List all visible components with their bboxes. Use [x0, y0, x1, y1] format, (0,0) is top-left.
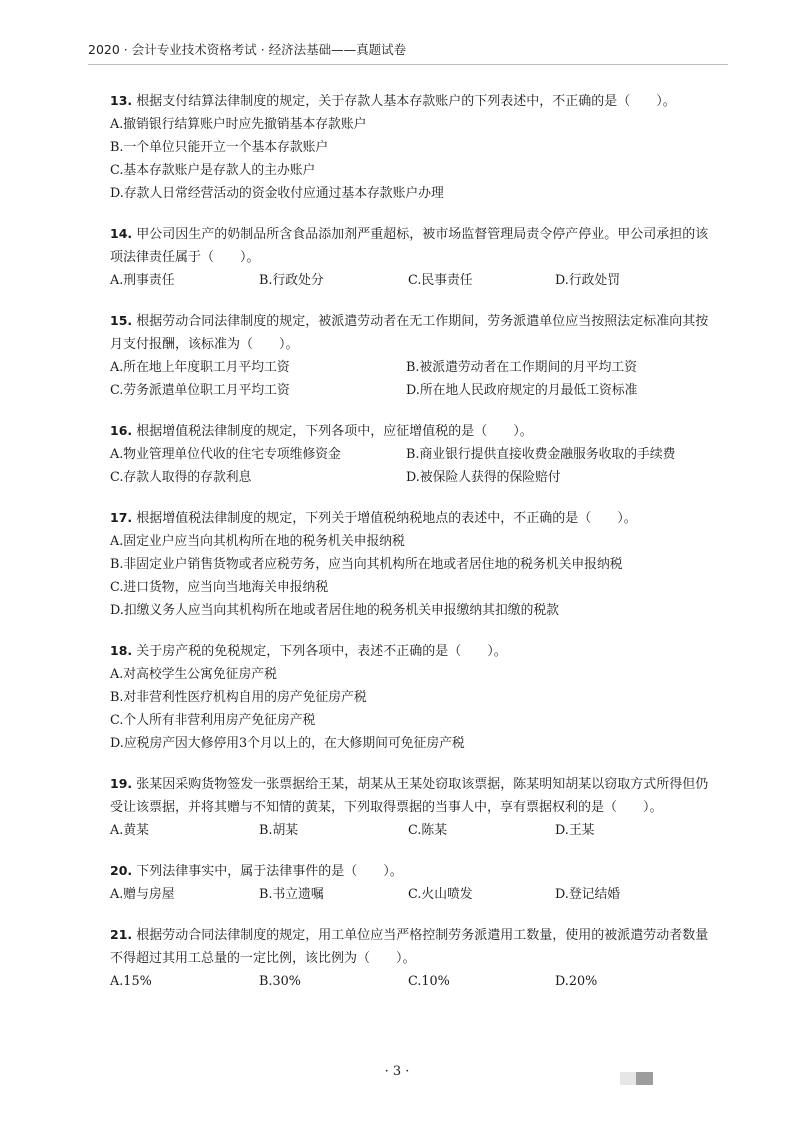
question-18: [110, 639, 718, 755]
option-d: D.行政处罚: [555, 273, 621, 288]
option-d: D.被保险人获得的保险赔付: [406, 470, 561, 485]
option-c: C.10%: [408, 974, 450, 989]
question-14: [110, 222, 718, 292]
option-c: C.基本存款账户是存款人的主办账户: [110, 163, 316, 178]
option-b: B.被派遣劳动者在工作期间的月平均工资: [406, 360, 638, 375]
option-a: A.固定业户应当向其机构所在地的税务机关申报纳税: [110, 534, 405, 549]
option-d: D.登记结婚: [555, 887, 621, 902]
option-d: D.20%: [555, 974, 598, 989]
question-number: 16.: [110, 423, 133, 438]
question-21: [110, 923, 718, 993]
option-c: C.民事责任: [408, 273, 473, 288]
option-d: D.扣缴义务人应当向其机构所在地或者居住地的税务机关申报缴纳其扣缴的税款: [110, 603, 559, 618]
corner-mark-dark: [636, 1072, 653, 1085]
option-b: B.非固定业户销售货物或者应税劳务，应当向其机构所在地或者居住地的税务机关申报纳税: [110, 557, 623, 572]
page-header: 2020 · 会计专业技术资格考试 · 经济法基础——真题试卷: [88, 42, 407, 57]
option-d: D.王某: [555, 823, 595, 838]
option-c: C.个人所有非营利用房产免征房产税: [110, 713, 316, 728]
question-number: 14.: [110, 226, 133, 241]
option-d: D.存款人日常经营活动的资金收付应通过基本存款账户办理: [110, 186, 444, 201]
option-b: B.对非营利性医疗机构自用的房产免征房产税: [110, 690, 367, 705]
option-b: B.行政处分: [259, 273, 324, 288]
question-number: 20.: [110, 863, 133, 878]
question-text: 根据劳动合同法律制度的规定，被派遣劳动者在无工作期间，劳务派遣单位应当按照法定标准向其按月支付报酬，该标准为（ ）。: [110, 314, 709, 352]
option-b: B.商业银行提供直接收费金融服务收取的手续费: [406, 447, 676, 462]
question-number: 21.: [110, 927, 133, 942]
option-a: A.15%: [110, 974, 152, 989]
option-b: B.一个单位只能开立一个基本存款账户: [110, 140, 329, 155]
options-list: [110, 443, 718, 489]
options-list: [110, 663, 718, 755]
question-number: 19.: [110, 776, 133, 791]
option-a: A.物业管理单位代收的住宅专项维修资金: [110, 447, 341, 462]
page-number: · 3 ·: [384, 1064, 410, 1079]
question-text: 根据支付结算法律制度的规定，关于存款人基本存款账户的下列表述中，不正确的是（ ）。: [136, 94, 676, 109]
question-stem: [110, 222, 718, 269]
question-text: 关于房产税的免税规定，下列各项中，表述不正确的是（ ）。: [136, 644, 507, 659]
question-17: [110, 506, 718, 622]
options-list: [110, 269, 718, 292]
question-number: 13.: [110, 93, 133, 108]
options-list: [110, 530, 718, 622]
question-16: [110, 419, 718, 489]
question-text: 根据劳动合同法律制度的规定，用工单位应当严格控制劳务派遣用工数量，使用的被派遣劳动者数量不得超过其用工总量的一定比例，该比例为（ ）。: [110, 928, 709, 966]
option-d: D.所在地人民政府规定的月最低工资标准: [406, 383, 638, 398]
question-stem: [110, 772, 718, 819]
question-stem: [110, 309, 718, 356]
question-number: 15.: [110, 313, 133, 328]
header-divider: [88, 64, 728, 65]
question-stem: [110, 89, 718, 113]
options-list: [110, 113, 718, 205]
option-a: A.撤销银行结算账户时应先撤销基本存款账户: [110, 117, 367, 132]
question-20: [110, 859, 718, 906]
question-text: 根据增值税法律制度的规定，下列关于增值税纳税地点的表述中，不正确的是（ ）。: [136, 511, 637, 526]
question-stem: [110, 419, 718, 443]
options-list: [110, 970, 718, 993]
corner-mark-light: [620, 1072, 636, 1085]
option-a: A.赠与房屋: [110, 887, 175, 902]
question-stem: [110, 859, 718, 883]
question-list: [110, 89, 718, 1010]
option-c: C.存款人取得的存款利息: [110, 470, 252, 485]
options-list: [110, 883, 718, 906]
option-b: B.书立遗嘱: [259, 887, 324, 902]
question-number: 17.: [110, 510, 133, 525]
option-b: B.胡某: [259, 823, 299, 838]
option-a: A.黄某: [110, 823, 149, 838]
question-13: [110, 89, 718, 205]
question-text: 张某因采购货物签发一张票据给王某，胡某从王某处窃取该票据，陈某明知胡某以窃取方式所得但仍受让该票据，并将其赠与不知情的黄某，下列取得票据的当事人中，享有票据权利的是（ ）。: [110, 777, 709, 815]
question-number: 18.: [110, 643, 133, 658]
option-a: A.刑事责任: [110, 273, 175, 288]
question-stem: [110, 506, 718, 530]
question-19: [110, 772, 718, 842]
option-d: D.应税房产因大修停用3个月以上的，在大修期间可免征房产税: [110, 736, 465, 751]
option-c: C.火山喷发: [408, 887, 473, 902]
question-text: 下列法律事实中，属于法律事件的是（ ）。: [136, 864, 403, 879]
options-list: [110, 356, 718, 402]
question-text: 甲公司因生产的奶制品所含食品添加剂严重超标，被市场监督管理局责令停产停业。甲公司承担的该项法律责任属于（ ）。: [110, 227, 709, 265]
question-stem: [110, 923, 718, 970]
question-15: [110, 309, 718, 402]
option-b: B.30%: [259, 974, 301, 989]
option-c: C.陈某: [408, 823, 447, 838]
option-a: A.所在地上年度职工月平均工资: [110, 360, 290, 375]
question-stem: [110, 639, 718, 663]
option-c: C.劳务派遣单位职工月平均工资: [110, 383, 290, 398]
option-c: C.进口货物，应当向当地海关申报纳税: [110, 580, 329, 595]
question-text: 根据增值税法律制度的规定，下列各项中，应征增值税的是（ ）。: [136, 424, 533, 439]
option-a: A.对高校学生公寓免征房产税: [110, 667, 277, 682]
options-list: [110, 819, 718, 842]
